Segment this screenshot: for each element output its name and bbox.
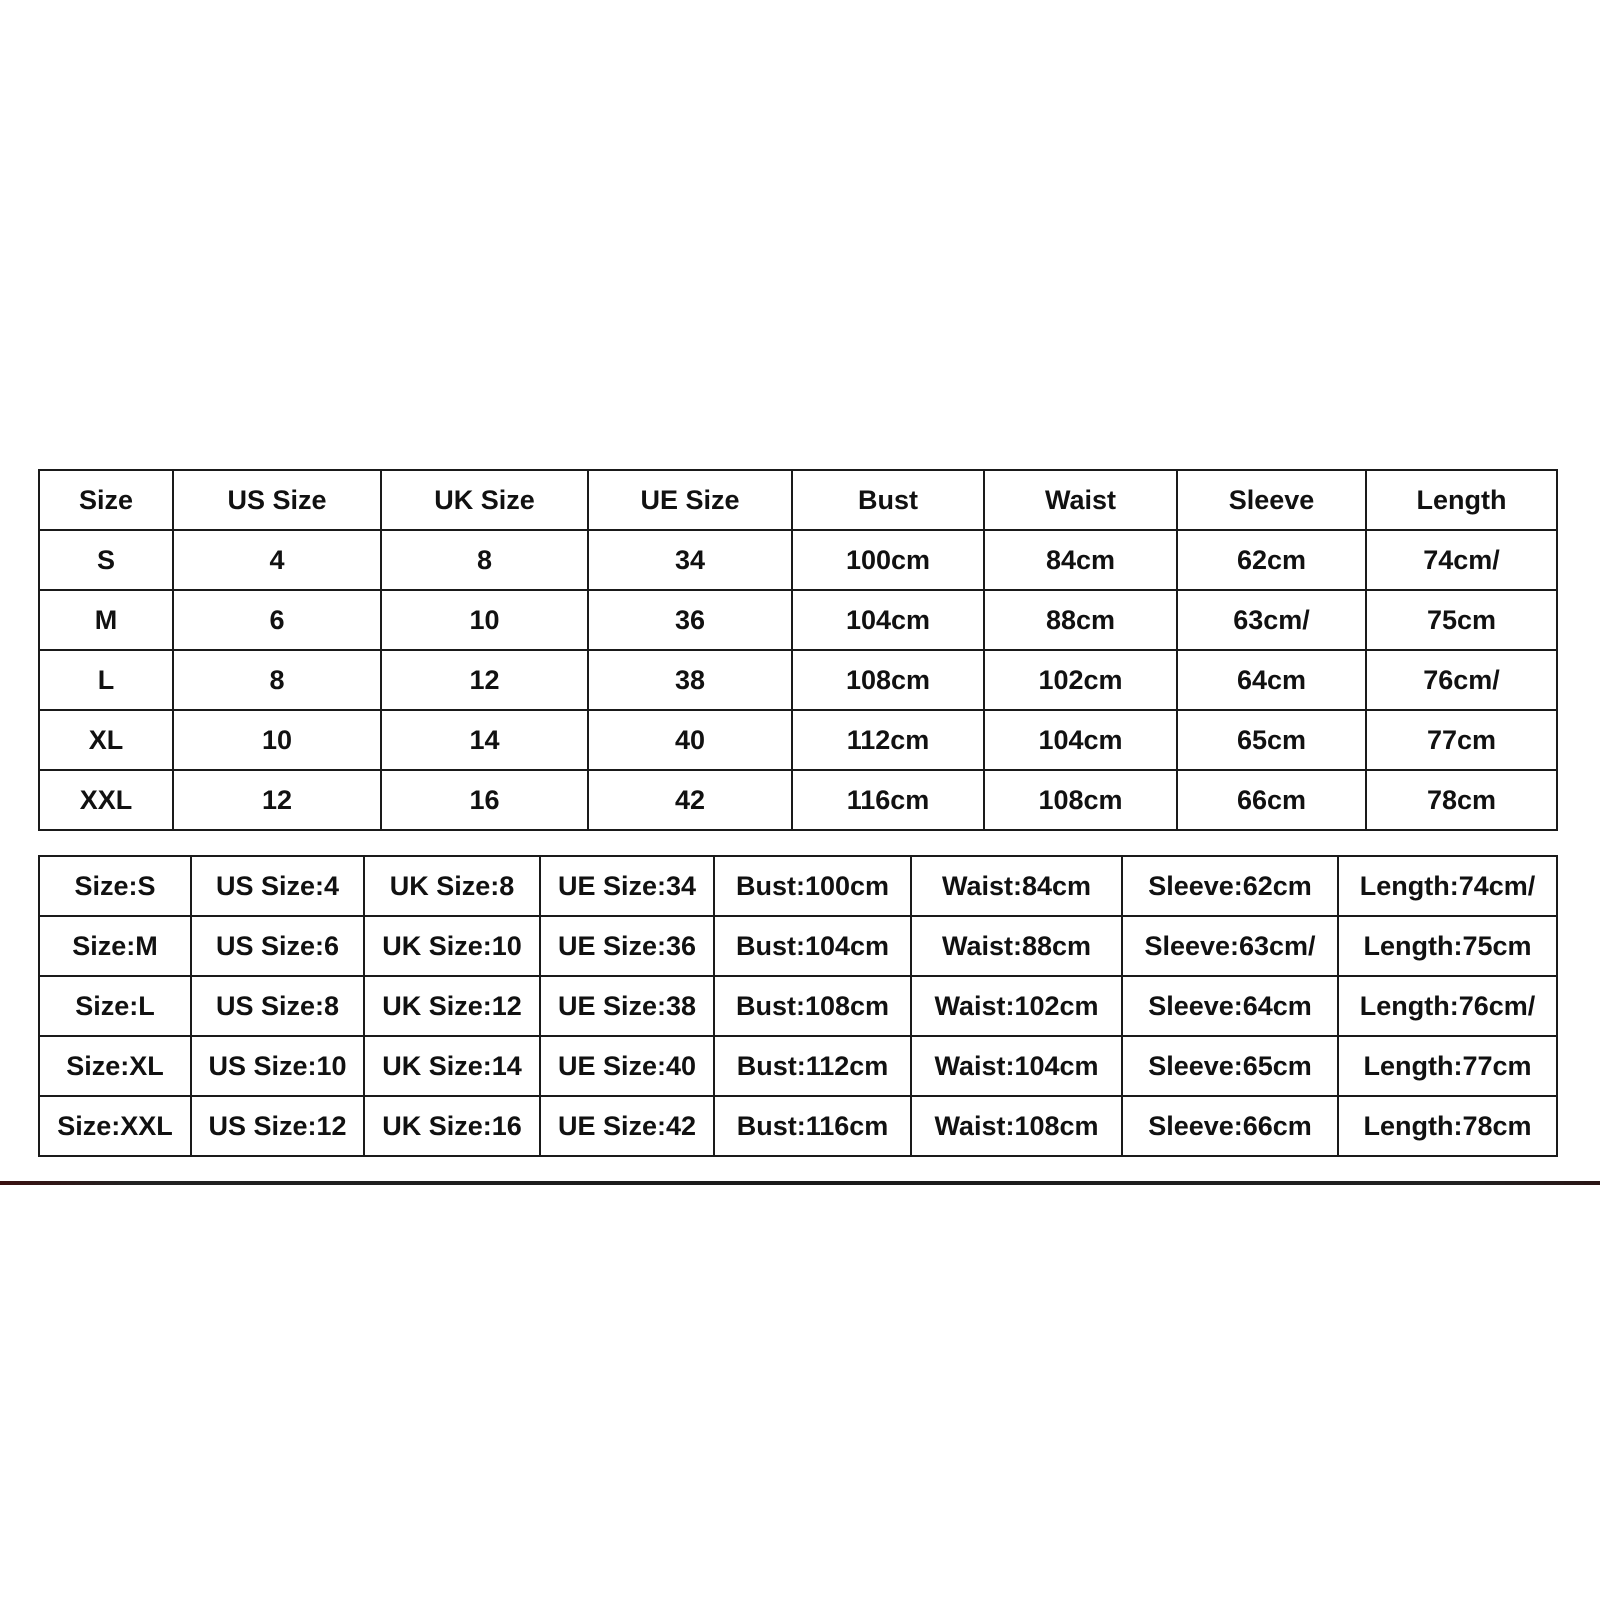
table-row xyxy=(39,590,1557,650)
table-cell: 116cm xyxy=(792,770,984,830)
size-label-table xyxy=(38,855,1558,1157)
table-cell: Size:M xyxy=(39,916,191,976)
table-cell: 42 xyxy=(588,770,792,830)
header-cell: Waist xyxy=(984,470,1177,530)
table-row xyxy=(39,710,1557,770)
table-cell: 102cm xyxy=(984,650,1177,710)
table-cell: 66cm xyxy=(1177,770,1366,830)
table-row xyxy=(39,1096,1557,1156)
divider-line xyxy=(0,1181,1600,1185)
table-row xyxy=(39,916,1557,976)
table-cell: Length:75cm xyxy=(1338,916,1557,976)
header-cell: Size xyxy=(39,470,173,530)
table-cell: Sleeve:66cm xyxy=(1122,1096,1338,1156)
table-cell: UE Size:40 xyxy=(540,1036,714,1096)
table-cell: 12 xyxy=(173,770,381,830)
table-cell: 78cm xyxy=(1366,770,1557,830)
table-cell: Bust:112cm xyxy=(714,1036,911,1096)
table-cell: S xyxy=(39,530,173,590)
table-cell: Waist:102cm xyxy=(911,976,1122,1036)
table-cell: 104cm xyxy=(984,710,1177,770)
table-cell: Waist:108cm xyxy=(911,1096,1122,1156)
table-cell: Bust:100cm xyxy=(714,856,911,916)
table-cell: 4 xyxy=(173,530,381,590)
table-cell: Size:XXL xyxy=(39,1096,191,1156)
table-cell: Waist:88cm xyxy=(911,916,1122,976)
size-chart-table xyxy=(38,469,1558,831)
table-cell: 36 xyxy=(588,590,792,650)
table-row xyxy=(39,856,1557,916)
header-cell: UK Size xyxy=(381,470,588,530)
table-cell: 108cm xyxy=(792,650,984,710)
table-cell: 75cm xyxy=(1366,590,1557,650)
header-cell: Bust xyxy=(792,470,984,530)
table-cell: 8 xyxy=(173,650,381,710)
table-cell: UK Size:14 xyxy=(364,1036,540,1096)
table-cell: Length:77cm xyxy=(1338,1036,1557,1096)
table-row xyxy=(39,530,1557,590)
table-cell: US Size:4 xyxy=(191,856,364,916)
table-cell: 12 xyxy=(381,650,588,710)
table-cell: XXL xyxy=(39,770,173,830)
table-cell: UK Size:16 xyxy=(364,1096,540,1156)
table-cell: 64cm xyxy=(1177,650,1366,710)
table-cell: 74cm/ xyxy=(1366,530,1557,590)
table-cell: 88cm xyxy=(984,590,1177,650)
table-cell: US Size:6 xyxy=(191,916,364,976)
table-cell: US Size:12 xyxy=(191,1096,364,1156)
table-cell: Length:76cm/ xyxy=(1338,976,1557,1036)
table-cell: 34 xyxy=(588,530,792,590)
table-cell: Sleeve:64cm xyxy=(1122,976,1338,1036)
table-cell: UK Size:12 xyxy=(364,976,540,1036)
table-cell: 10 xyxy=(173,710,381,770)
table-cell: Size:L xyxy=(39,976,191,1036)
table-cell: 38 xyxy=(588,650,792,710)
table-cell: Sleeve:63cm/ xyxy=(1122,916,1338,976)
table-cell: 76cm/ xyxy=(1366,650,1557,710)
table-cell: Size:XL xyxy=(39,1036,191,1096)
table-cell: 8 xyxy=(381,530,588,590)
table-cell: 6 xyxy=(173,590,381,650)
table-row xyxy=(39,1036,1557,1096)
table-cell: Waist:84cm xyxy=(911,856,1122,916)
table-cell: UK Size:10 xyxy=(364,916,540,976)
table-cell: UE Size:42 xyxy=(540,1096,714,1156)
table-cell: 63cm/ xyxy=(1177,590,1366,650)
table-cell: 65cm xyxy=(1177,710,1366,770)
table-cell: L xyxy=(39,650,173,710)
table-cell: 104cm xyxy=(792,590,984,650)
table-cell: M xyxy=(39,590,173,650)
table-cell: 14 xyxy=(381,710,588,770)
table-row xyxy=(39,650,1557,710)
table-cell: 77cm xyxy=(1366,710,1557,770)
table-cell: Sleeve:62cm xyxy=(1122,856,1338,916)
table-cell: Length:74cm/ xyxy=(1338,856,1557,916)
table-cell: 100cm xyxy=(792,530,984,590)
table-cell: 40 xyxy=(588,710,792,770)
table-cell: UK Size:8 xyxy=(364,856,540,916)
header-cell: Length xyxy=(1366,470,1557,530)
table-cell: UE Size:38 xyxy=(540,976,714,1036)
table-cell: Bust:108cm xyxy=(714,976,911,1036)
table-cell: 10 xyxy=(381,590,588,650)
table-cell: US Size:8 xyxy=(191,976,364,1036)
table-cell: XL xyxy=(39,710,173,770)
table-cell: Bust:104cm xyxy=(714,916,911,976)
table-cell: 62cm xyxy=(1177,530,1366,590)
header-cell: Sleeve xyxy=(1177,470,1366,530)
table-cell: 16 xyxy=(381,770,588,830)
table-cell: UE Size:34 xyxy=(540,856,714,916)
table-cell: US Size:10 xyxy=(191,1036,364,1096)
table-cell: Bust:116cm xyxy=(714,1096,911,1156)
table-row xyxy=(39,976,1557,1036)
header-cell: US Size xyxy=(173,470,381,530)
table-header-row xyxy=(39,470,1557,530)
table-cell: 108cm xyxy=(984,770,1177,830)
table-row xyxy=(39,770,1557,830)
table-cell: 112cm xyxy=(792,710,984,770)
table-cell: Size:S xyxy=(39,856,191,916)
table-cell: UE Size:36 xyxy=(540,916,714,976)
table-cell: Sleeve:65cm xyxy=(1122,1036,1338,1096)
table-cell: 84cm xyxy=(984,530,1177,590)
table-cell: Length:78cm xyxy=(1338,1096,1557,1156)
table-cell: Waist:104cm xyxy=(911,1036,1122,1096)
header-cell: UE Size xyxy=(588,470,792,530)
